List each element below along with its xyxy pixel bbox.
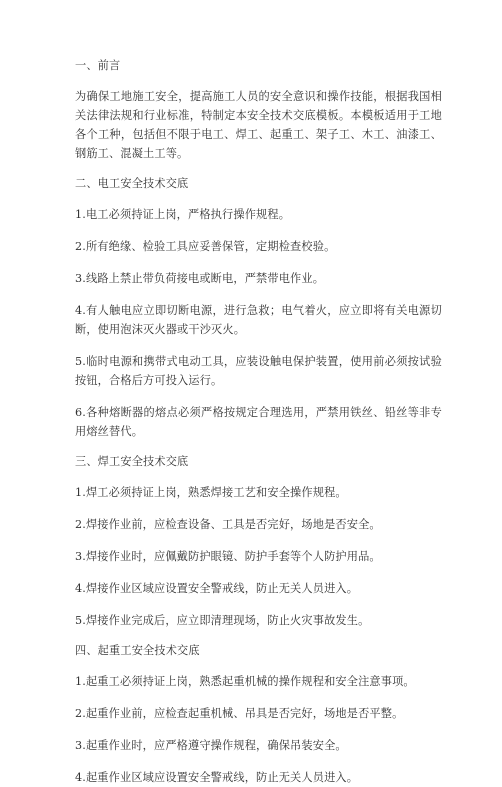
- section-heading-electrician: 二、电工安全技术交底: [75, 177, 189, 190]
- list-item: 2.焊接作业前，应检查设备、工具是否完好，场地是否安全。: [75, 518, 381, 531]
- list-item: 3.线路上禁止带负荷接电或断电，严禁带电作业。: [75, 272, 325, 285]
- list-item: 4.起重作业区域应设置安全警戒线，防止无关人员进入。: [75, 771, 359, 784]
- list-item: 3.焊接作业时，应佩戴防护眼镜、防护手套等个人防护用品。: [75, 550, 381, 563]
- list-item: 4.焊接作业区域应设置安全警戒线，防止无关人员进入。: [75, 582, 359, 595]
- section-heading-crane-operator: 四、起重工安全技术交底: [75, 644, 200, 657]
- list-item: 2.所有绝缘、检验工具应妥善保管，定期检查校验。: [75, 240, 336, 253]
- list-item: 6.各种熔断器的熔点必须严格按规定合理选用，严禁用铁丝、铅丝等非专用熔丝替代。: [75, 406, 442, 438]
- list-item: 3.起重作业时，应严格遵守操作规程，确保吊装安全。: [75, 739, 347, 752]
- section-heading-welder: 三、焊工安全技术交底: [75, 455, 189, 468]
- paragraph: 为确保工地施工安全，提高施工人员的安全意识和操作技能，根据我国相关法律法规和行业标准，特制定本安全技术交底模板。本模板适用于工地各个工种，包括但不限于电工、焊工、起重工、架子工、木工、油漆工、钢筋工、混凝土工等。: [75, 90, 442, 160]
- list-item: 5.焊接作业完成后，应立即清理现场，防止火灾事故发生。: [75, 614, 370, 627]
- list-item: 5.临时电源和携带式电动工具，应装设触电保护装置，使用前必须按试验按钮，合格后方可投入运行。: [75, 355, 442, 387]
- list-item: 4.有人触电应立即切断电源，进行急救；电气着火，应立即将有关电源切断，使用泡沫灭火器或干沙灭火。: [75, 304, 442, 336]
- list-item: 1.焊工必须持证上岗，熟悉焊接工艺和安全操作规程。: [75, 486, 347, 499]
- list-item: 1.起重工必须持证上岗，熟悉起重机械的操作规程和安全注意事项。: [75, 675, 415, 688]
- section-heading-preface: 一、前言: [75, 59, 121, 72]
- list-item: 2.起重作业前，应检查起重机械、吊具是否完好，场地是否平整。: [75, 707, 404, 720]
- list-item: 1.电工必须持证上岗，严格执行操作规程。: [75, 208, 291, 221]
